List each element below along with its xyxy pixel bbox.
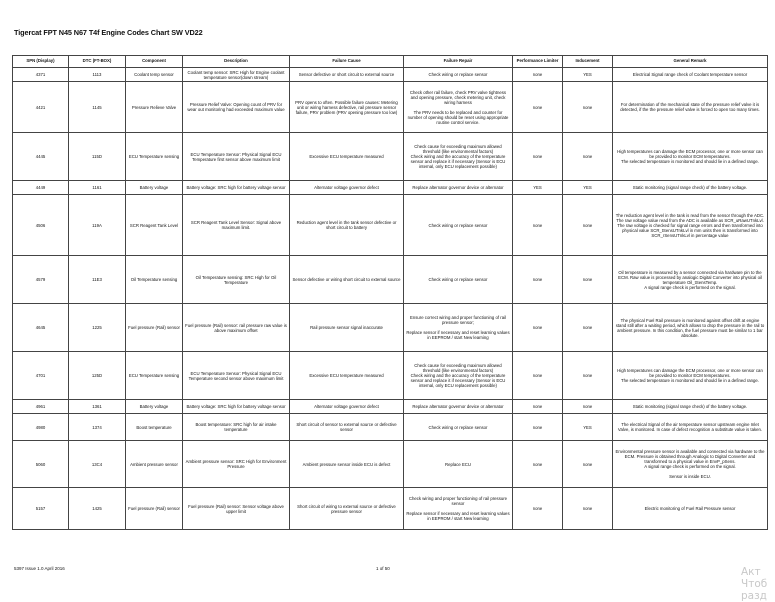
cell-failure-cause: Alternator voltage governor defect xyxy=(290,400,404,414)
cell-dtc: 125D xyxy=(69,352,126,400)
table-row xyxy=(13,304,768,352)
cell-failure-repair: Ensure correct wiring and proper functioning of rail pressure sensor; Replace sensor if necessary and reset learning values in EEPROM / start New learning xyxy=(404,304,513,352)
cell-inducement: none xyxy=(563,400,613,414)
cell-performance-limiter: none xyxy=(513,441,563,488)
table-row xyxy=(13,414,768,441)
header-dtc: DTC (FT-BOX) xyxy=(69,56,126,68)
cell-spn: 4645 xyxy=(13,304,69,352)
cell-description: Ambient pressure sensor: SRC High for Environment Pressure xyxy=(183,441,290,488)
table-row xyxy=(13,488,768,530)
header-description: Description xyxy=(183,56,290,68)
cell-failure-repair: Replace alternator governor device or alternator xyxy=(404,181,513,195)
cell-general-remark: Static monitoring (signal range check) of the battery voltage. xyxy=(613,400,768,414)
header-spn: SPN (Display) xyxy=(13,56,69,68)
cell-failure-repair: Replace alternator governor device or alternator xyxy=(404,400,513,414)
cell-dtc: 13C4 xyxy=(69,441,126,488)
cell-general-remark: The physical Fuel Rail pressure is monitored against offset drift at engine stand still after a waiting period, which allows to drop the pressure in the rail to ambient pressure. In this condition, the fuel pressure must be similar to 1 bar absolute. xyxy=(613,304,768,352)
watermark-line-3: разд xyxy=(741,590,767,602)
footer-issue: 5397 Issue 1.0 April 2016 xyxy=(14,566,65,571)
cell-inducement: none xyxy=(563,352,613,400)
cell-spn: 5157 xyxy=(13,488,69,530)
cell-description: Boost temperature: SRC high for air intake temperature xyxy=(183,414,290,441)
watermark-line-1: Акт xyxy=(741,566,761,578)
table-row xyxy=(13,195,768,256)
cell-inducement: YES xyxy=(563,68,613,82)
cell-description: Coolant temp sensor: SRC High for Engine coolant temperature sensor(down stream) xyxy=(183,68,290,82)
cell-general-remark: High temperatures can damage the ECM processor, one or more sensor can be provided to monitor ECM temperatures. The selected temperature is monitored and should lie in a defined range. xyxy=(613,133,768,181)
cell-dtc: 1225 xyxy=(69,304,126,352)
cell-description: Oil Temperature sensing: SRC High for Oil Temperature xyxy=(183,256,290,304)
cell-dtc: 119A xyxy=(69,195,126,256)
cell-component: Fuel pressure (Rail) sensor xyxy=(126,488,183,530)
cell-general-remark: Electric monitoring of Fuel Rail Pressure sensor xyxy=(613,488,768,530)
cell-component: Coolant temp sensor xyxy=(126,68,183,82)
cell-failure-repair: Replace ECU xyxy=(404,441,513,488)
table-row xyxy=(13,441,768,488)
cell-failure-repair: Check wiring or replace sensor xyxy=(404,68,513,82)
cell-component: Pressure Relieve Valve xyxy=(126,82,183,133)
header-general-remark: General Remark xyxy=(613,56,768,68)
table-row xyxy=(13,181,768,195)
table-row xyxy=(13,68,768,82)
watermark-line-2: Чтоб xyxy=(741,578,768,590)
header-performance-limiter: Performance Limiter xyxy=(513,56,563,68)
cell-inducement: none xyxy=(563,82,613,133)
cell-dtc: 1113 xyxy=(69,68,126,82)
cell-description: Fuel pressure (Rail) sensor: Sensor voltage above upper limit xyxy=(183,488,290,530)
cell-performance-limiter: none xyxy=(513,400,563,414)
cell-description: Fuel pressure (Rail) sensor: rail pressure raw value is above maximum offset xyxy=(183,304,290,352)
cell-failure-cause: Sensor defective or wiring short circuit to external source xyxy=(290,256,404,304)
cell-performance-limiter: none xyxy=(513,133,563,181)
cell-inducement: none xyxy=(563,195,613,256)
cell-dtc: 11E3 xyxy=(69,256,126,304)
cell-dtc: 1161 xyxy=(69,181,126,195)
header-failure-repair: Failure Repair xyxy=(404,56,513,68)
cell-failure-repair: Check wiring or replace sensor xyxy=(404,195,513,256)
cell-general-remark: The electrical Signal of the air temperature sensor upstream engine Inlet Valve, is monitored. In case of defect recognition a substitute value is taken. xyxy=(613,414,768,441)
cell-failure-repair: Check other rail failure, check PRV valve tightness and opening pressure, check metering unit, check wiring harness The PRV needs to be replaced and counter for number of opening should be reset using appropriate routine control service. xyxy=(404,82,513,133)
table-row xyxy=(13,82,768,133)
cell-inducement: none xyxy=(563,488,613,530)
cell-description: Battery voltage: SRC high for battery voltage sensor xyxy=(183,400,290,414)
cell-failure-cause: Short circuit of sensor to external source or defective sensor xyxy=(290,414,404,441)
cell-dtc: 1361 xyxy=(69,400,126,414)
cell-spn: 4961 xyxy=(13,400,69,414)
cell-component: Battery voltage xyxy=(126,181,183,195)
cell-performance-limiter: none xyxy=(513,82,563,133)
cell-failure-cause: Sensor defective or short circuit to external source xyxy=(290,68,404,82)
cell-failure-cause: Alternator voltage governor defect xyxy=(290,181,404,195)
cell-performance-limiter: none xyxy=(513,195,563,256)
cell-general-remark: High temperatures can damage the ECM processor, one or more sensor can be provided to monitor ECM temperatures. The selected temperature is monitored and should lie in a defined range. xyxy=(613,352,768,400)
footer-page-number: 1 of 50 xyxy=(376,566,390,571)
cell-performance-limiter: none xyxy=(513,68,563,82)
cell-general-remark: Static monitoring (signal range check) of the battery voltage. xyxy=(613,181,768,195)
cell-failure-cause: Short circuit of wiring to external source or defective pressure sensor xyxy=(290,488,404,530)
table-row xyxy=(13,133,768,181)
cell-performance-limiter: none xyxy=(513,256,563,304)
cell-component: Ambient pressure sensor xyxy=(126,441,183,488)
cell-performance-limiter: none xyxy=(513,488,563,530)
cell-inducement: YES xyxy=(563,414,613,441)
cell-component: Fuel pressure (Rail) sensor xyxy=(126,304,183,352)
cell-spn: 4445 xyxy=(13,133,69,181)
cell-performance-limiter: none xyxy=(513,414,563,441)
cell-component: ECU Temperature sensing xyxy=(126,133,183,181)
cell-component: Battery voltage xyxy=(126,400,183,414)
cell-performance-limiter: none xyxy=(513,352,563,400)
table-row xyxy=(13,400,768,414)
cell-failure-cause: Excessive ECU temperature measured xyxy=(290,133,404,181)
table-header-row xyxy=(13,56,768,68)
cell-failure-repair: Check wiring or replace sensor xyxy=(404,256,513,304)
cell-failure-cause: Rail pressure sensor signal inaccurate xyxy=(290,304,404,352)
cell-inducement: none xyxy=(563,441,613,488)
cell-failure-cause: PRV opens to often. Possible failure causes: Metering unit or wiring harness defective, rail pressure sensor failure, PRV problem (PRV opening pressure too low) xyxy=(290,82,404,133)
cell-component: SCR Reagent Tank Level xyxy=(126,195,183,256)
cell-failure-cause: Reduction agent level in the tank sensor defective or short circuit to battery xyxy=(290,195,404,256)
cell-general-remark: Electrical Signal range check of Coolant temperature sensor xyxy=(613,68,768,82)
cell-inducement: YES xyxy=(563,181,613,195)
cell-dtc: 1145 xyxy=(69,82,126,133)
table-row xyxy=(13,352,768,400)
cell-failure-repair: Check wiring and proper functioning of rail pressure sensor Replace sensor if necessary and reset learning values in EEPROM / start New learning xyxy=(404,488,513,530)
cell-inducement: none xyxy=(563,304,613,352)
cell-failure-repair: Check cause for exceeding maximum allowed threshold (like environmental factors) Check wiring and the accuracy of the temperature sensor and replace it if necessary (Sensor is ECU internal, only ECU replacement possible) xyxy=(404,133,513,181)
cell-spn: 4371 xyxy=(13,68,69,82)
header-inducement: Inducement xyxy=(563,56,613,68)
cell-spn: 4701 xyxy=(13,352,69,400)
cell-inducement: none xyxy=(563,256,613,304)
cell-general-remark: The reduction agent level in the tank is read from the sensor through the ADC. The raw voltage value read from the ADC is available as SCR_uRawUTnkLvl. The raw voltage is checked for signal range errors and then transformed into physical value SCR_tSensUTnkLvl in mm units then is transformed into SCR_rSensUTnkLvl in percentage value xyxy=(613,195,768,256)
cell-general-remark: Environmental pressure sensor is available and connected via hardware to the ECM. Pressure is obtained through Analogic to Digital Converter and transformed to a physical value in EnvP_pSens. A signal range check is performed on the signal. Sensor is inside ECU. xyxy=(613,441,768,488)
cell-performance-limiter: YES xyxy=(513,181,563,195)
cell-description: SCR Reagent Tank Level Sensor: Signal above maximum limit. xyxy=(183,195,290,256)
cell-performance-limiter: none xyxy=(513,304,563,352)
cell-component: ECU Temperature sensing xyxy=(126,352,183,400)
engine-codes-table xyxy=(12,55,768,530)
header-component: Component xyxy=(126,56,183,68)
cell-description: ECU Temperature Sensor: Physical Signal ECU Temperature second sensor above maximum limit xyxy=(183,352,290,400)
cell-general-remark: For determination of the mechanical state of the pressure relief valve it is detected, if the the pressure relief valve is forced to open too many times. xyxy=(613,82,768,133)
cell-spn: 4421 xyxy=(13,82,69,133)
cell-description: Pressure Relief Valve: Opening count of PRV for wear out monitoring had exceeded maximum value xyxy=(183,82,290,133)
cell-inducement: none xyxy=(563,133,613,181)
cell-dtc: 115D xyxy=(69,133,126,181)
cell-spn: 4579 xyxy=(13,256,69,304)
table-row xyxy=(13,256,768,304)
cell-failure-repair: Check cause for exceeding maximum allowed threshold (like environmental factors) Check wiring and the accuracy of the temperature sensor and replace it if necessary (Sensor is ECU internal, only ECU replacement possible) xyxy=(404,352,513,400)
header-failure-cause: Failure Cause xyxy=(290,56,404,68)
cell-failure-cause: Ambient pressure sensor inside ECU is defect xyxy=(290,441,404,488)
cell-failure-repair: Check wiring or replace sensor xyxy=(404,414,513,441)
cell-dtc: 1425 xyxy=(69,488,126,530)
cell-spn: 4980 xyxy=(13,414,69,441)
cell-description: ECU Temperature Sensor: Physical Signal ECU Temperature first sensor above maximum limit xyxy=(183,133,290,181)
cell-component: Boost temperature xyxy=(126,414,183,441)
document-title: Tigercat FPT N45 N67 T4f Engine Codes Chart SW VD22 xyxy=(14,28,203,37)
cell-spn: 5060 xyxy=(13,441,69,488)
cell-description: Battery voltage: SRC high for battery voltage sensor xyxy=(183,181,290,195)
cell-failure-cause: Excessive ECU temperature measured xyxy=(290,352,404,400)
cell-dtc: 1374 xyxy=(69,414,126,441)
cell-component: Oil Temperature sensing xyxy=(126,256,183,304)
cell-general-remark: Oil temperature is measured by a sensor connected via hardware pin to the ECM. Raw value is processed by analogic Digital Converter into physical oil temperature Oil_tSensTemp. A signal range check is performed on the signal. xyxy=(613,256,768,304)
cell-spn: 4449 xyxy=(13,181,69,195)
cell-spn: 4506 xyxy=(13,195,69,256)
